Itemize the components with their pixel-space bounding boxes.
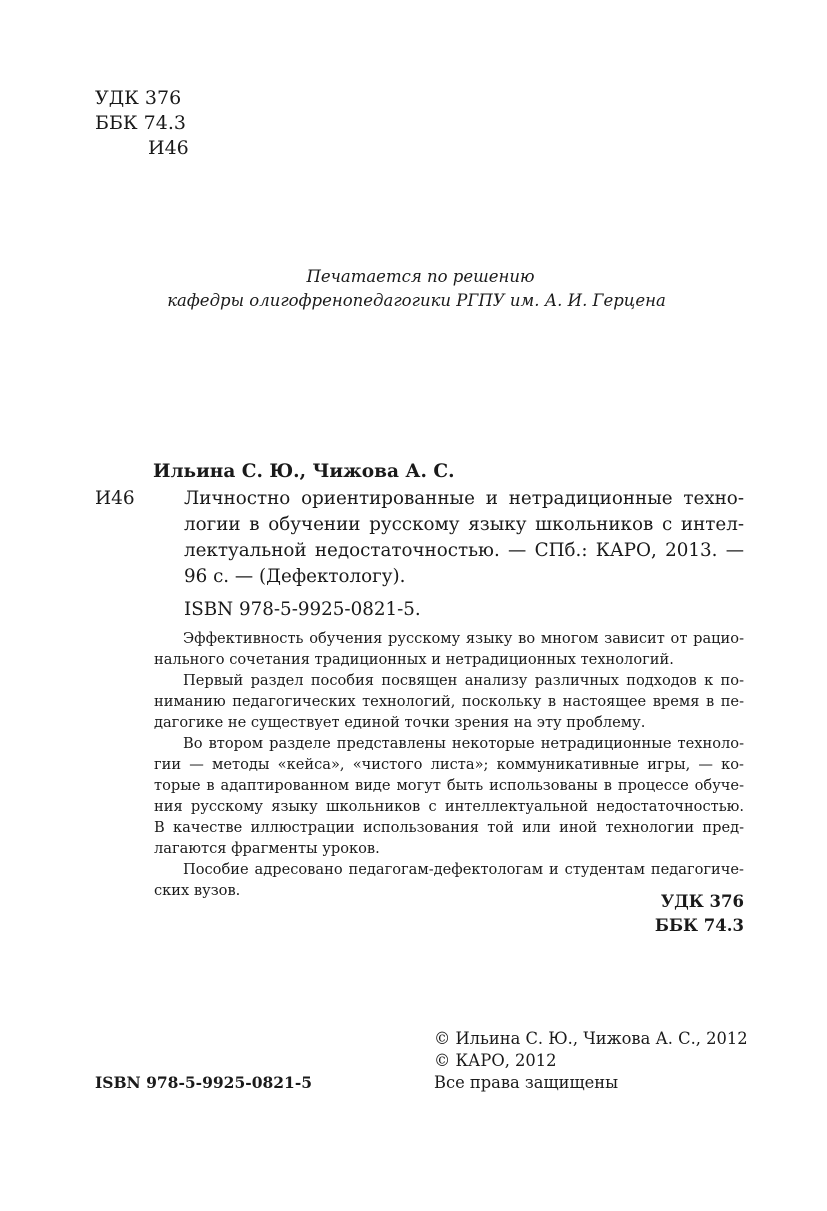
record-cutter: И46 [95,488,135,509]
isbn-record: ISBN 978-5-9925-0821-5. [184,599,421,620]
udk-code: УДК 376 [95,87,182,109]
publication-approval [0,265,827,313]
rights-reserved: Все права защищены [434,1073,619,1092]
abstract-line: ниманию педагогических технологий, поскольку в настоящее время в пе- [154,693,744,710]
classification-codes-bottom [600,890,744,938]
abstract-line: лагаются фрагменты уроков. [154,840,380,857]
copyright-publisher: © КАРО, 2012 [434,1051,557,1070]
biblio-line: логии в обучении русскому языку школьников с интел- [184,514,744,535]
abstract-line: Во втором разделе представлены некоторые нетрадиционные техноло- [183,735,744,752]
abstract-line: Первый раздел пособия посвящен анализу различных подходов к по- [183,672,744,689]
biblio-line: 96 с. — (Дефектологу). [184,566,406,587]
abstract-line: В качестве иллюстрации использования той или иной технологии пред- [154,819,744,836]
abstract-line: гии — методы «кейса», «чистого листа»; коммуникативные игры, — ко- [154,756,744,773]
abstract-line: ских вузов. [154,882,241,899]
approval-line-2: кафедры олигофренопедагогики РГПУ им. А. И. Герцена [167,291,666,310]
cutter-code: И46 [148,137,189,159]
abstract [154,628,744,901]
abstract-line: Пособие адресовано педагогам-дефектологам и студентам педагогиче- [183,861,744,878]
abstract-line: нального сочетания традиционных и нетрадиционных технологий. [154,651,674,668]
abstract-line: ния русскому языку школьников с интеллектуальной недостаточностью. [154,798,744,815]
copyright-authors: © Ильина С. Ю., Чижова А. С., 2012 [434,1029,748,1048]
biblio-line: Личностно ориентированные и нетрадиционные техно- [184,488,744,509]
authors: Ильина С. Ю., Чижова А. С. [153,461,455,482]
classification-codes [95,86,189,161]
udk-code-bottom: УДК 376 [660,892,744,911]
isbn-bottom: ISBN 978-5-9925-0821-5 [95,1073,313,1092]
abstract-line: торые в адаптированном виде могут быть использованы в процессе обуче- [154,777,744,794]
bbk-code: ББК 74.3 [95,112,186,134]
bbk-code-bottom: ББК 74.3 [654,916,744,935]
biblio-line: лектуальной недостаточностью. — СПб.: КАРО, 2013. — [184,540,744,561]
abstract-line: Эффективность обучения русскому языку во многом зависит от рацио- [183,630,744,647]
copyright-block [434,1028,748,1094]
abstract-line: дагогике не существует единой точки зрения на эту проблему. [154,714,646,731]
bibliographic-description [184,486,744,590]
approval-line-1: Печатается по решению [306,267,535,286]
